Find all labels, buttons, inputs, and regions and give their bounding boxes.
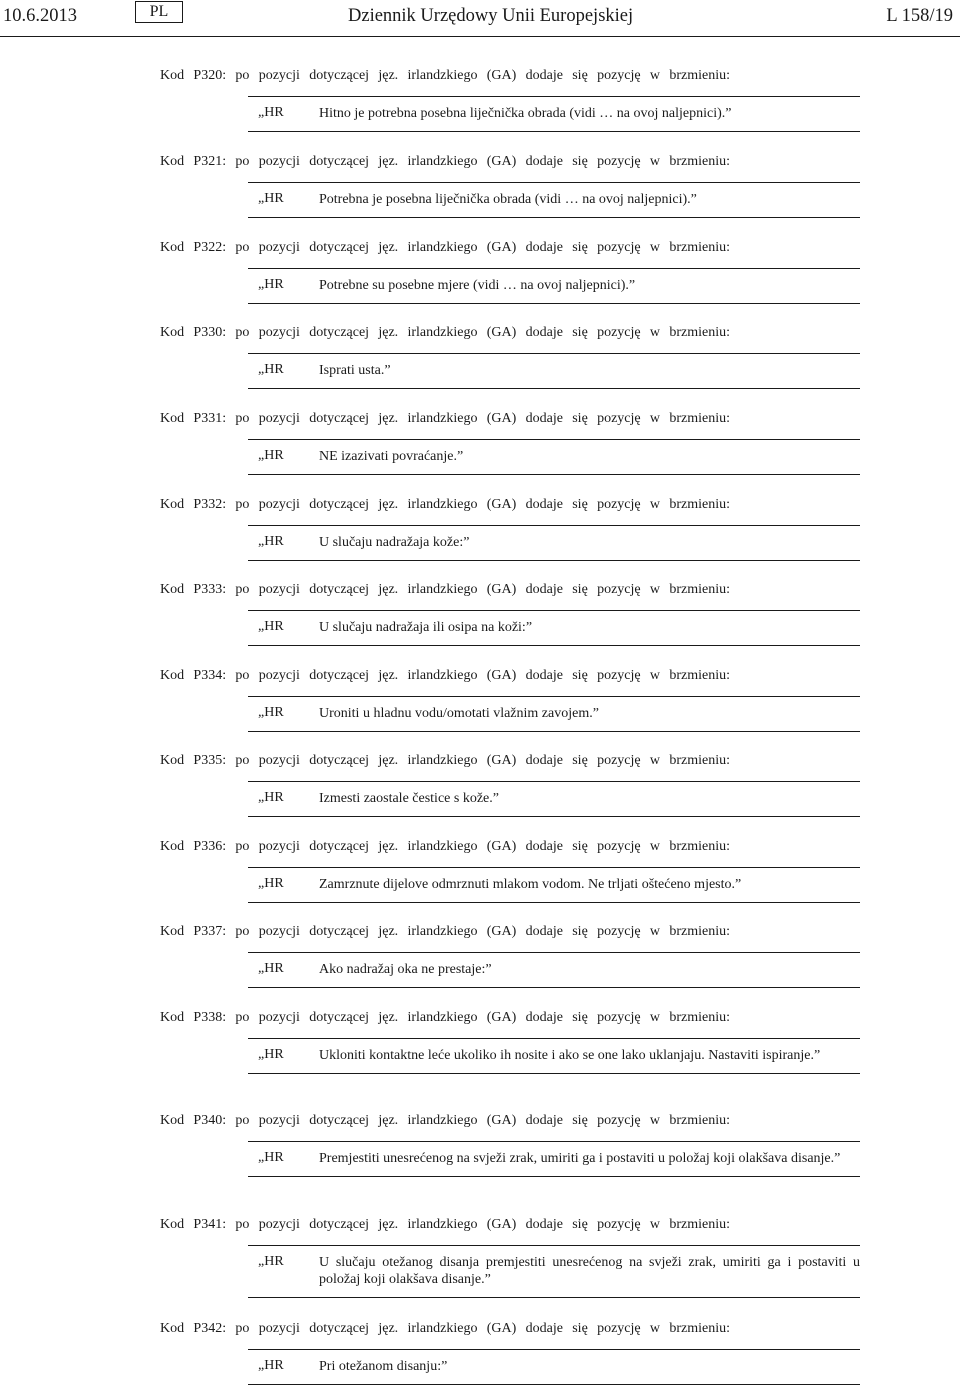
amendment-lead: Kod P335: po pozycji dotyczącej jęz. irlandzkiego (GA) dodaje się pozycję w brzmieniu:: [160, 753, 730, 768]
amendment-lead: Kod P338: po pozycji dotyczącej jęz. irlandzkiego (GA) dodaje się pozycję w brzmieniu:: [160, 1010, 730, 1025]
translation-text: Pri otežanom disanju:”: [319, 1359, 448, 1374]
page-header: [0, 0, 960, 38]
language-code: „HR: [258, 1047, 284, 1062]
language-code: „HR: [258, 961, 284, 976]
language-code: „HR: [258, 1254, 284, 1269]
language-code: „HR: [258, 277, 284, 292]
translation-text: Uroniti u hladnu vodu/omotati vlažnim zavojem.”: [319, 706, 599, 721]
language-code: „HR: [258, 534, 284, 549]
translation-text: Isprati usta.”: [319, 363, 391, 378]
translation-box: [248, 1141, 860, 1177]
amendment-lead: Kod P342: po pozycji dotyczącej jęz. irlandzkiego (GA) dodaje się pozycję w brzmieniu:: [160, 1321, 730, 1336]
translation-box: [248, 867, 860, 903]
translation-text: Premjestiti unesrećenog na svježi zrak, umiriti ga i postaviti u položaj koji olakšava disanje.”: [319, 1151, 841, 1166]
amendment-lead: Kod P334: po pozycji dotyczącej jęz. irlandzkiego (GA) dodaje się pozycję w brzmieniu:: [160, 668, 730, 683]
language-code: „HR: [258, 705, 284, 720]
translation-box: [248, 696, 860, 732]
translation-box: [248, 268, 860, 304]
translation-text: Potrebne su posebne mjere (vidi … na ovoj naljepnici).”: [319, 278, 636, 293]
translation-box: [248, 1349, 860, 1385]
amendment-lead: Kod P333: po pozycji dotyczącej jęz. irlandzkiego (GA) dodaje się pozycję w brzmieniu:: [160, 582, 730, 597]
translation-text: Zamrznute dijelove odmrznuti mlakom vodom. Ne trljati oštećeno mjesto.”: [319, 877, 742, 892]
translation-text: Izmesti zaostale čestice s kože.”: [319, 791, 499, 806]
language-code: „HR: [258, 191, 284, 206]
language-code: „HR: [258, 1150, 284, 1165]
translation-text: U slučaju otežanog disanja premjestiti unesrećenog na svježi zrak, umiriti ga i postaviti u položaj koji olakšava disanje.”: [319, 1255, 860, 1287]
amendment-lead: Kod P337: po pozycji dotyczącej jęz. irlandzkiego (GA) dodaje się pozycję w brzmieniu:: [160, 924, 730, 939]
translation-text: U slučaju nadražaja kože:”: [319, 535, 470, 550]
language-badge: PL: [135, 1, 183, 23]
translation-box: [248, 525, 860, 561]
header-rule: [0, 36, 960, 37]
language-code: „HR: [258, 448, 284, 463]
translation-box: [248, 1245, 860, 1298]
translation-box: [248, 96, 860, 132]
language-code: „HR: [258, 619, 284, 634]
language-code: „HR: [258, 362, 284, 377]
publication-date: 10.6.2013: [3, 6, 77, 26]
amendment-lead: Kod P341: po pozycji dotyczącej jęz. irlandzkiego (GA) dodaje się pozycję w brzmieniu:: [160, 1217, 730, 1232]
amendment-lead: Kod P340: po pozycji dotyczącej jęz. irlandzkiego (GA) dodaje się pozycję w brzmieniu:: [160, 1113, 730, 1128]
amendment-lead: Kod P332: po pozycji dotyczącej jęz. irlandzkiego (GA) dodaje się pozycję w brzmieniu:: [160, 497, 730, 512]
translation-box: [248, 952, 860, 988]
translation-box: [248, 439, 860, 475]
page-reference: L 158/19: [886, 6, 953, 26]
language-code: „HR: [258, 876, 284, 891]
translation-text: U slučaju nadražaja ili osipa na koži:”: [319, 620, 533, 635]
amendment-lead: Kod P320: po pozycji dotyczącej jęz. irlandzkiego (GA) dodaje się pozycję w brzmieniu:: [160, 68, 730, 83]
translation-text: NE izazivati povraćanje.”: [319, 449, 464, 464]
amendment-lead: Kod P322: po pozycji dotyczącej jęz. irlandzkiego (GA) dodaje się pozycję w brzmieniu:: [160, 240, 730, 255]
translation-box: [248, 610, 860, 646]
amendment-lead: Kod P331: po pozycji dotyczącej jęz. irlandzkiego (GA) dodaje się pozycję w brzmieniu:: [160, 411, 730, 426]
translation-text: Ako nadražaj oka ne prestaje:”: [319, 962, 492, 977]
translation-box: [248, 182, 860, 218]
language-code: „HR: [258, 1358, 284, 1373]
translation-box: [248, 1038, 860, 1074]
language-code: „HR: [258, 790, 284, 805]
amendment-lead: Kod P336: po pozycji dotyczącej jęz. irlandzkiego (GA) dodaje się pozycję w brzmieniu:: [160, 839, 730, 854]
translation-text: Hitno je potrebna posebna liječnička obrada (vidi … na ovoj naljepnici).”: [319, 106, 732, 121]
language-code: „HR: [258, 105, 284, 120]
translation-box: [248, 353, 860, 389]
translation-text: Potrebna je posebna liječnička obrada (vidi … na ovoj naljepnici).”: [319, 192, 697, 207]
translation-box: [248, 781, 860, 817]
amendment-lead: Kod P321: po pozycji dotyczącej jęz. irlandzkiego (GA) dodaje się pozycję w brzmieniu:: [160, 154, 730, 169]
amendment-lead: Kod P330: po pozycji dotyczącej jęz. irlandzkiego (GA) dodaje się pozycję w brzmieniu:: [160, 325, 730, 340]
translation-text: Ukloniti kontaktne leće ukoliko ih nosite i ako se one lako uklanjaju. Nastaviti ispiranje.”: [319, 1048, 821, 1063]
journal-title: Dziennik Urzędowy Unii Europejskiej: [348, 6, 634, 26]
